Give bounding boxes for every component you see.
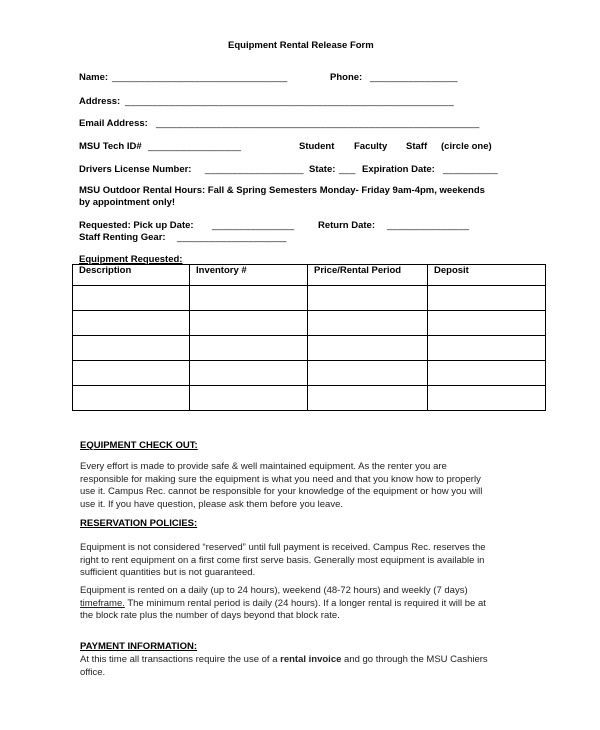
header-inventory: Inventory # — [190, 265, 308, 286]
table-cell[interactable] — [73, 286, 190, 311]
payment-heading: PAYMENT INFORMATION: — [80, 641, 197, 652]
reservation-paragraph-1 — [80, 542, 546, 580]
option-faculty[interactable]: Faculty — [354, 141, 388, 152]
staff-gear-label: Staff Renting Gear: — [79, 232, 166, 243]
return-date-field[interactable]: _______________ — [387, 220, 470, 231]
return-date-label: Return Date: — [318, 220, 376, 231]
rental-hours-line1: MSU Outdoor Rental Hours: Fall & Spring Semesters Monday- Friday 9am-4pm, weekends — [79, 185, 485, 196]
name-label: Name: — [79, 72, 109, 83]
email-label: Email Address: — [79, 118, 148, 129]
drivers-license-label: Drivers License Number: — [79, 164, 192, 175]
table-row — [73, 336, 546, 361]
staff-gear-field[interactable]: ____________________ — [177, 232, 287, 243]
table-row — [73, 311, 546, 336]
address-field[interactable]: ____________________________________________________________ — [125, 96, 455, 107]
table-cell[interactable] — [73, 336, 190, 361]
form-title: Equipment Rental Release Form — [228, 40, 374, 51]
table-cell[interactable] — [428, 386, 546, 411]
reservation-line: sufficient quantities but is not guaranteed. — [80, 567, 256, 578]
table-cell[interactable] — [190, 361, 308, 386]
expiration-label: Expiration Date: — [362, 164, 435, 175]
timeframe-text: timeframe. — [80, 597, 125, 609]
table-cell[interactable] — [428, 361, 546, 386]
checkout-line: Every effort is made to provide safe & well maintained equipment. As the renter you are — [80, 461, 447, 472]
payment-line — [80, 654, 546, 667]
table-header-row — [73, 265, 546, 286]
reservation-line: the block rate plus the number of days beyond that block rate. — [80, 610, 340, 621]
circle-one-note: (circle one) — [441, 141, 492, 152]
equipment-requested-label: Equipment Requested: — [79, 254, 183, 265]
email-field[interactable]: ___________________________________________________________ — [156, 118, 480, 129]
state-field[interactable]: ___ — [339, 164, 356, 175]
equipment-table — [72, 264, 546, 411]
msu-id-field[interactable]: _________________ — [148, 141, 242, 152]
table-cell[interactable] — [190, 386, 308, 411]
reservation-line: Equipment is not considered “reserved” until full payment is received. Campus Rec. reserves the — [80, 542, 486, 553]
checkout-line: responsible for making sure the equipment is what you need and that you know how to properly — [80, 473, 481, 485]
pickup-date-field[interactable]: _______________ — [212, 220, 295, 231]
payment-text: At this time all transactions require the use of a — [80, 654, 281, 665]
table-cell[interactable] — [190, 336, 308, 361]
table-row — [73, 386, 546, 411]
reservation-heading: RESERVATION POLICIES: — [80, 518, 198, 529]
phone-label: Phone: — [330, 72, 363, 83]
header-description: Description — [73, 265, 190, 286]
reservation-line: right to rent equipment on a first come first serve basis. Generally most equipment is available in — [80, 554, 485, 566]
option-student[interactable]: Student — [299, 141, 335, 152]
checkout-line: use it. If you have question, please ask them before you leave. — [80, 498, 343, 510]
table-cell[interactable] — [428, 286, 546, 311]
table-cell[interactable] — [308, 286, 428, 311]
table-cell[interactable] — [73, 361, 190, 386]
table-cell[interactable] — [73, 386, 190, 411]
reservation-paragraph-2 — [80, 585, 546, 623]
expiration-field[interactable]: __________ — [443, 164, 498, 175]
reservation-line-rest: The minimum rental period is daily (24 hours). If a longer rental is required it will be at — [124, 597, 486, 609]
header-deposit: Deposit — [428, 265, 546, 286]
table-cell[interactable] — [308, 336, 428, 361]
reservation-line: Equipment is rented on a daily (up to 24 hours), weekend (48-72 hours) and weekly (7 days) — [80, 585, 468, 596]
drivers-license-field[interactable]: __________________ — [205, 164, 304, 175]
table-cell[interactable] — [428, 311, 546, 336]
reservation-line — [80, 598, 546, 611]
payment-paragraph — [80, 654, 546, 679]
table-cell[interactable] — [308, 386, 428, 411]
table-cell[interactable] — [308, 361, 428, 386]
pickup-date-label: Requested: Pick up Date: — [79, 220, 194, 231]
payment-text: and go through the MSU Cashiers — [341, 654, 488, 665]
table-cell[interactable] — [73, 311, 190, 336]
table-cell[interactable] — [428, 336, 546, 361]
table-cell[interactable] — [190, 311, 308, 336]
rental-hours-line2: by appointment only! — [79, 197, 176, 208]
checkout-paragraph — [80, 461, 546, 511]
msu-id-label: MSU Tech ID# — [79, 141, 142, 152]
table-cell[interactable] — [190, 286, 308, 311]
payment-line: office. — [80, 666, 106, 678]
state-label: State: — [309, 164, 336, 175]
name-field[interactable]: ________________________________ — [112, 72, 288, 83]
table-row — [73, 361, 546, 386]
address-label: Address: — [79, 96, 121, 107]
phone-field[interactable]: ________________ — [370, 72, 458, 83]
table-row — [73, 286, 546, 311]
table-cell[interactable] — [308, 311, 428, 336]
checkout-line: use it. Campus Rec. cannot be responsible for your knowledge of the equipment or how you will — [80, 486, 483, 497]
checkout-heading: EQUIPMENT CHECK OUT: — [80, 440, 198, 451]
header-price: Price/Rental Period — [308, 265, 428, 286]
rental-invoice-text: rental invoice — [280, 654, 342, 665]
option-staff[interactable]: Staff — [406, 141, 428, 152]
